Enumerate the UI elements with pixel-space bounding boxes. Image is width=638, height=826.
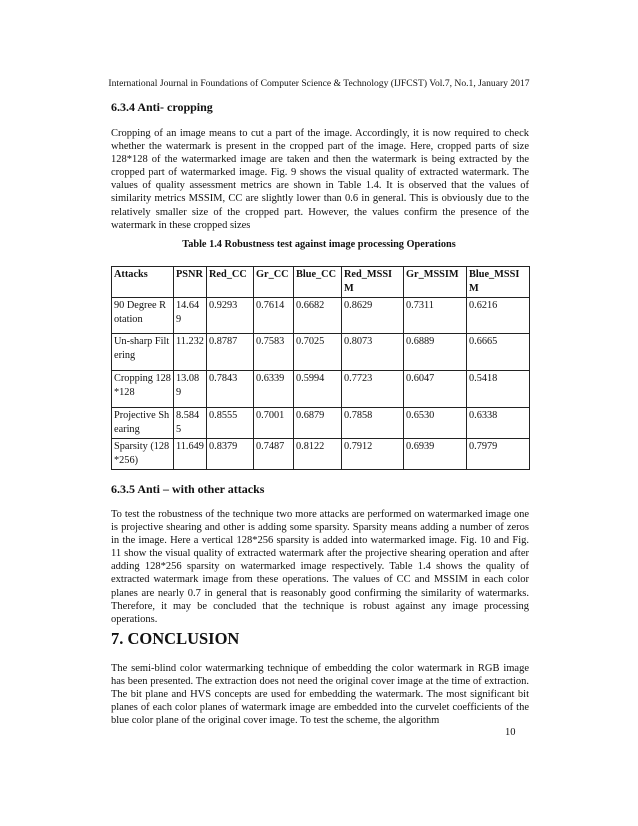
header-cell: PSNR [174,267,207,298]
table-cell: 0.6216 [467,298,530,334]
table-cell: 0.7858 [342,408,404,439]
table-cell: 0.7979 [467,439,530,470]
table-cell: 0.8122 [294,439,342,470]
journal-header: International Journal in Foundations of Computer Science & Technology (IJFCST) Vol.7, No.1, January 2017 [108,78,530,89]
table-row [112,334,530,371]
header-cell: Gr_MSSIM [404,267,467,298]
table-cell: Un-sharp Filtering [112,334,174,371]
paragraph-conclusion: The semi-blind color watermarking technique of embedding the color watermark in RGB image has been presented. The extraction does not need the original cover image at the time of extraction. The bit plane and HVS concepts are used for embedding the watermark. The most significant bit planes of each color planes of watermark image are embedded into the curvelet coefficients of the blue color plane of the original cover image. To test the scheme, the algorithm [111,663,529,727]
table-cell: 0.8787 [207,334,254,371]
table-cell: 0.6339 [254,371,294,408]
table-row [112,408,530,439]
table-cell: 8.5845 [174,408,207,439]
table-cell: 0.7583 [254,334,294,371]
table-cell: 0.7311 [404,298,467,334]
table-caption: Table 1.4 Robustness test against image processing Operations [182,239,456,250]
table-cell: 0.6338 [467,408,530,439]
table-cell: 11.649 [174,439,207,470]
conclusion-heading: 7. CONCLUSION [111,629,240,648]
table-cell: 0.6047 [404,371,467,408]
table-cell: 90 Degree Rotation [112,298,174,334]
table-cell: 11.232 [174,334,207,371]
table-cell: 0.9293 [207,298,254,334]
table-cell: 0.6889 [404,334,467,371]
table-cell: 0.8379 [207,439,254,470]
page-number: 10 [505,727,516,738]
table-cell: 13.089 [174,371,207,408]
table-cell: 0.7487 [254,439,294,470]
table-cell: 0.6665 [467,334,530,371]
table-cell: 0.6939 [404,439,467,470]
table-cell: 0.7614 [254,298,294,334]
table-cell: 0.7843 [207,371,254,408]
table-cell: Projective Shearing [112,408,174,439]
robustness-table [111,266,530,470]
paragraph-other-attacks: To test the robustness of the technique two more attacks are performed on watermarked image one is projective shearing and other is adding some sparsity. Sparsity means adding a number of zeros in the image. Here a vertical 128*256 sparsity is added into watermarked image. Fig. 10 and Fig. 11 show the visual quality of extracted watermark after the projective shearing operation and after adding 128*256 sparsity on watermarked image respectively. Table 1.4 shows the quality of extracted watermark image from these operations. The values of CC and MSSIM in each color planes are nearly 0.7 in general that is reasonably good confirming the similarity of watermarks. Therefore, it may be concluded that the technique is robust against any image processing operations. [111,509,529,625]
table-row [112,298,530,334]
header-cell: Blue_MSSIM [467,267,530,298]
header-cell: Red_CC [207,267,254,298]
table-row [112,371,530,408]
header-cell: Red_MSSIM [342,267,404,298]
header-cell: Gr_CC [254,267,294,298]
table-cell: 0.8555 [207,408,254,439]
table-cell: 0.8629 [342,298,404,334]
table-cell: 0.5994 [294,371,342,408]
table-cell: 0.6530 [404,408,467,439]
table-cell: 0.8073 [342,334,404,371]
section-heading-anti-cropping: 6.3.4 Anti- cropping [111,100,213,114]
table-cell: 0.7723 [342,371,404,408]
table-header-row [112,267,530,298]
table-cell: 0.7025 [294,334,342,371]
table-cell: 14.649 [174,298,207,334]
table-row [112,439,530,470]
table-cell: 0.6682 [294,298,342,334]
table-cell: Sparsity (128*256) [112,439,174,470]
table-cell: 0.7912 [342,439,404,470]
table-cell: 0.5418 [467,371,530,408]
section-heading-other-attacks: 6.3.5 Anti – with other attacks [111,482,265,496]
table-cell: 0.7001 [254,408,294,439]
table-cell: Cropping 128*128 [112,371,174,408]
header-cell: Blue_CC [294,267,342,298]
table-cell: 0.6879 [294,408,342,439]
header-cell: Attacks [112,267,174,298]
paragraph-anti-cropping: Cropping of an image means to cut a part of the image. Accordingly, it is now required to check whether the watermark is present in the cropped part of the image. Here, cropped parts of size 128*128 of the watermarked image are taken and then the watermark is being extracted by the cropped part of watermarked image. Fig. 9 shows the visual quality of extracted watermark. The values of quality assessment metrics are shown in Table 1.4. It is observed that the values of similarity metrics MSSIM, CC are slightly lower than 0.6 in general. This is obviously due to the relatively smaller size of the cropped part. However, the values confirm the presence of the watermark in these cropped sizes [111,128,529,231]
